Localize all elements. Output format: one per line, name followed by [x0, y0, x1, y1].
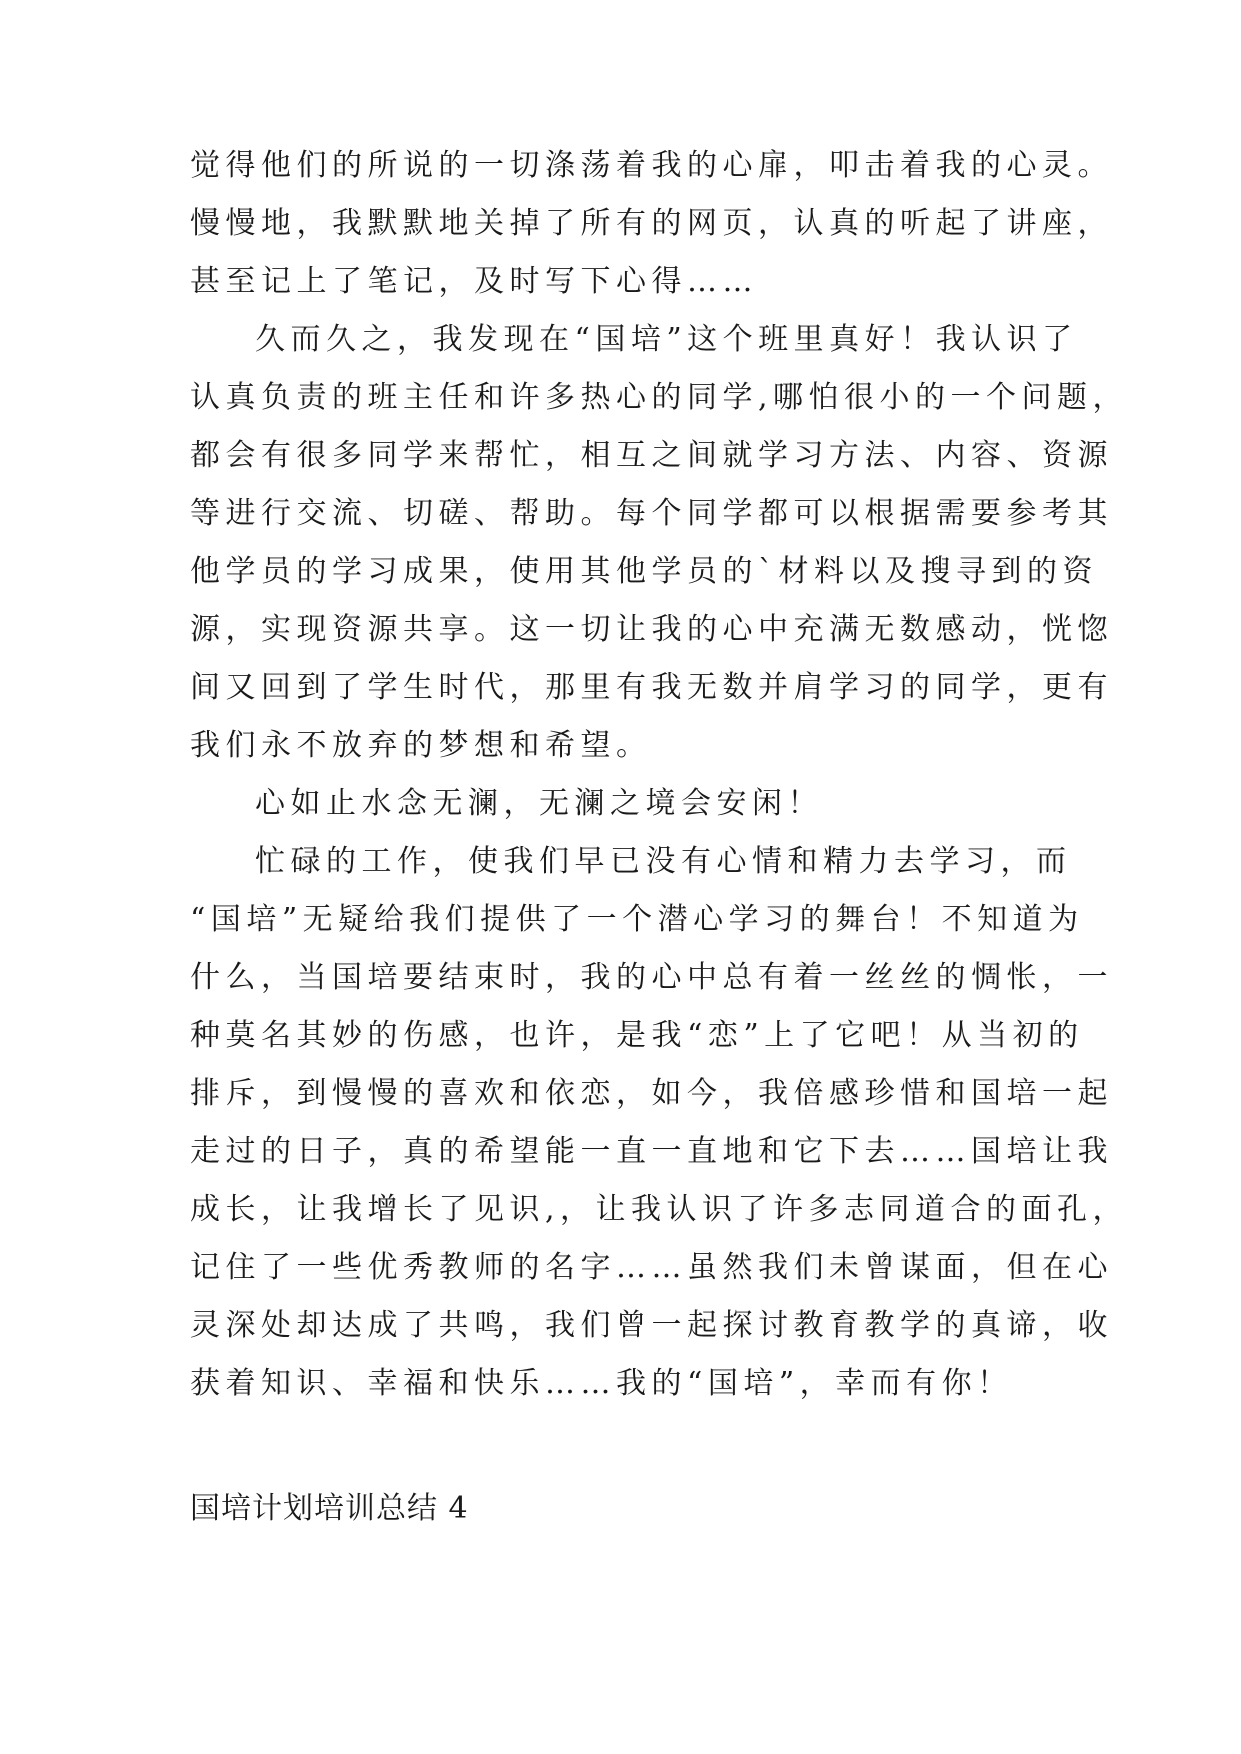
text-line: 认真负责的班主任和许多热心的同学,哪怕很小的一个问题， [190, 380, 1129, 415]
text-line: 久而久之，我发现在“国培”这个班里真好！我认识了 [255, 322, 1078, 357]
text-line: 种莫名其妙的伤感，也许，是我“恋”上了它吧！从当初的 [190, 1018, 1084, 1053]
text-line: 获着知识、幸福和快乐……我的“国培”，幸而有你！ [190, 1366, 1013, 1401]
text-line: 走过的日子，真的希望能一直一直地和它下去……国培让我 [190, 1134, 1113, 1169]
text-line: 慢慢地，我默默地关掉了所有的网页，认真的听起了讲座， [190, 206, 1113, 241]
text-line: 排斥，到慢慢的喜欢和依恋，如今，我倍感珍惜和国培一起 [190, 1076, 1113, 1111]
text-line: 他学员的学习成果，使用其他学员的`材料以及搜寻到的资 [190, 554, 1098, 589]
text-line: 忙碌的工作，使我们早已没有心情和精力去学习，而 [255, 844, 1072, 879]
section-heading: 国培计划培训总结 4 [190, 1491, 469, 1526]
text-line: 甚至记上了笔记，及时写下心得…… [190, 264, 758, 299]
text-line: 成长，让我增长了见识,，让我认识了许多志同道合的面孔， [190, 1192, 1129, 1227]
text-line: 等进行交流、切磋、帮助。每个同学都可以根据需要参考其 [190, 496, 1113, 531]
text-line: 记住了一些优秀教师的名字……虽然我们未曾谋面，但在心 [190, 1250, 1113, 1285]
text-line: 间又回到了学生时代，那里有我无数并肩学习的同学，更有 [190, 670, 1113, 705]
text-line: 源，实现资源共享。这一切让我的心中充满无数感动，恍惚 [190, 612, 1113, 647]
text-line: 灵深处却达成了共鸣，我们曾一起探讨教育教学的真谛，收 [190, 1308, 1113, 1343]
text-line: 什么，当国培要结束时，我的心中总有着一丝丝的惆怅，一 [190, 960, 1113, 995]
text-line: 心如止水念无澜，无澜之境会安闲！ [255, 786, 823, 821]
text-line: “国培”无疑给我们提供了一个潜心学习的舞台！不知道为 [190, 902, 1084, 937]
text-line: 都会有很多同学来帮忙，相互之间就学习方法、内容、资源 [190, 438, 1113, 473]
text-line: 觉得他们的所说的一切涤荡着我的心扉，叩击着我的心灵。 [190, 148, 1113, 183]
text-line: 我们永不放弃的梦想和希望。 [190, 728, 652, 763]
